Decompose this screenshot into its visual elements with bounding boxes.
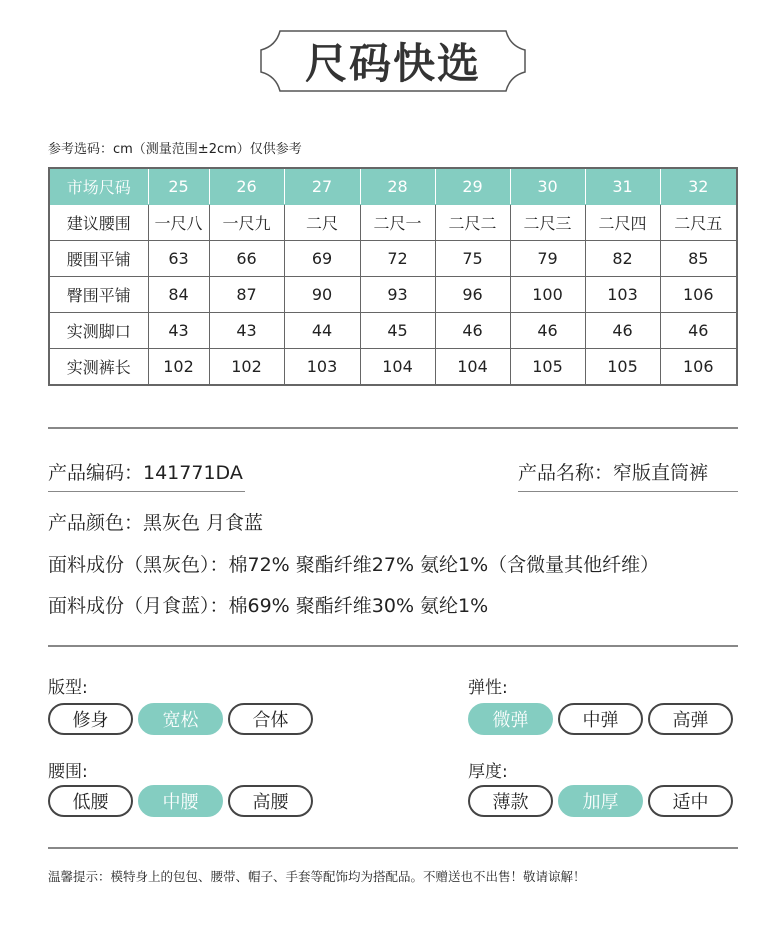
footer-note: 温馨提示：模特身上的包包、腰带、帽子、手套等配饰均为搭配品。不赠送也不出售！敬请谅解！ xyxy=(48,869,586,884)
table-cell: 105 xyxy=(585,349,660,386)
page-title: 尺码快选 xyxy=(304,39,481,88)
product-color: 产品颜色：黑灰色 月食蓝 xyxy=(48,512,264,534)
table-header-row xyxy=(49,168,737,205)
table-cell: 102 xyxy=(148,349,209,386)
table-cell: 43 xyxy=(148,313,209,349)
thickness-label: 厚度: xyxy=(468,762,508,782)
fit-option-2[interactable]: 宽松 xyxy=(138,703,223,735)
table-cell: 90 xyxy=(284,277,360,313)
table-cell: 69 xyxy=(284,241,360,277)
product-name-underline xyxy=(518,491,738,492)
product-code-underline xyxy=(48,491,245,492)
table-cell: 63 xyxy=(148,241,209,277)
header-label-cell: 市场尺码 xyxy=(49,168,148,205)
thickness-option-2[interactable]: 加厚 xyxy=(558,785,643,817)
table-row xyxy=(49,277,737,313)
table-cell: 79 xyxy=(510,241,585,277)
elastic-option-2[interactable]: 中弹 xyxy=(558,703,643,735)
table-cell: 二尺四 xyxy=(585,205,660,241)
size-header-cell: 29 xyxy=(435,168,510,205)
waist-option-1[interactable]: 低腰 xyxy=(48,785,133,817)
table-cell: 72 xyxy=(360,241,435,277)
table-cell: 104 xyxy=(360,349,435,386)
table-cell: 45 xyxy=(360,313,435,349)
table-cell: 82 xyxy=(585,241,660,277)
size-header-cell: 28 xyxy=(360,168,435,205)
table-cell: 85 xyxy=(660,241,737,277)
row-label-cell: 实测裤长 xyxy=(49,349,148,386)
table-cell: 二尺二 xyxy=(435,205,510,241)
table-cell: 93 xyxy=(360,277,435,313)
table-row xyxy=(49,349,737,386)
reference-note: 参考选码：cm（测量范围±2cm）仅供参考 xyxy=(48,142,302,157)
fabric-composition-2: 面料成份（月食蓝）：棉69% 聚酯纤维30% 氨纶1% xyxy=(48,595,489,617)
fit-label: 版型: xyxy=(48,678,88,698)
elastic-option-1[interactable]: 微弹 xyxy=(468,703,553,735)
table-row xyxy=(49,241,737,277)
table-cell: 106 xyxy=(660,277,737,313)
size-header-cell: 26 xyxy=(209,168,284,205)
table-cell: 96 xyxy=(435,277,510,313)
fit-option-1[interactable]: 修身 xyxy=(48,703,133,735)
table-cell: 二尺一 xyxy=(360,205,435,241)
row-label-cell: 建议腰围 xyxy=(49,205,148,241)
table-cell: 二尺五 xyxy=(660,205,737,241)
thickness-option-1[interactable]: 薄款 xyxy=(468,785,553,817)
size-header-cell: 30 xyxy=(510,168,585,205)
table-cell: 103 xyxy=(284,349,360,386)
divider-2 xyxy=(48,645,738,647)
size-table xyxy=(48,167,738,386)
divider-3 xyxy=(48,847,738,849)
table-cell: 46 xyxy=(585,313,660,349)
table-cell: 46 xyxy=(660,313,737,349)
waist-option-2[interactable]: 中腰 xyxy=(138,785,223,817)
table-cell: 84 xyxy=(148,277,209,313)
table-cell: 100 xyxy=(510,277,585,313)
table-cell: 一尺八 xyxy=(148,205,209,241)
table-cell: 104 xyxy=(435,349,510,386)
table-cell: 87 xyxy=(209,277,284,313)
waist-option-3[interactable]: 高腰 xyxy=(228,785,313,817)
row-label-cell: 实测脚口 xyxy=(49,313,148,349)
table-cell: 46 xyxy=(435,313,510,349)
table-cell: 44 xyxy=(284,313,360,349)
table-cell: 103 xyxy=(585,277,660,313)
table-cell: 102 xyxy=(209,349,284,386)
table-cell: 75 xyxy=(435,241,510,277)
thickness-option-3[interactable]: 适中 xyxy=(648,785,733,817)
waist-label: 腰围: xyxy=(48,762,88,782)
table-cell: 二尺 xyxy=(284,205,360,241)
table-cell: 66 xyxy=(209,241,284,277)
product-code: 产品编码：141771DA xyxy=(48,462,243,484)
size-header-cell: 27 xyxy=(284,168,360,205)
row-label-cell: 臀围平铺 xyxy=(49,277,148,313)
table-cell: 105 xyxy=(510,349,585,386)
title-banner xyxy=(260,30,526,92)
table-row xyxy=(49,205,737,241)
table-cell: 一尺九 xyxy=(209,205,284,241)
table-cell: 43 xyxy=(209,313,284,349)
size-header-cell: 25 xyxy=(148,168,209,205)
divider-1 xyxy=(48,427,738,429)
table-row xyxy=(49,313,737,349)
row-label-cell: 腰围平铺 xyxy=(49,241,148,277)
fit-option-3[interactable]: 合体 xyxy=(228,703,313,735)
size-header-cell: 31 xyxy=(585,168,660,205)
table-cell: 106 xyxy=(660,349,737,386)
table-cell: 二尺三 xyxy=(510,205,585,241)
size-header-cell: 32 xyxy=(660,168,737,205)
product-name: 产品名称：窄版直筒裤 xyxy=(518,462,709,484)
elastic-option-3[interactable]: 高弹 xyxy=(648,703,733,735)
fabric-composition-1: 面料成份（黑灰色）：棉72% 聚酯纤维27% 氨纶1%（含微量其他纤维） xyxy=(48,554,660,576)
elastic-label: 弹性: xyxy=(468,678,508,698)
table-cell: 46 xyxy=(510,313,585,349)
